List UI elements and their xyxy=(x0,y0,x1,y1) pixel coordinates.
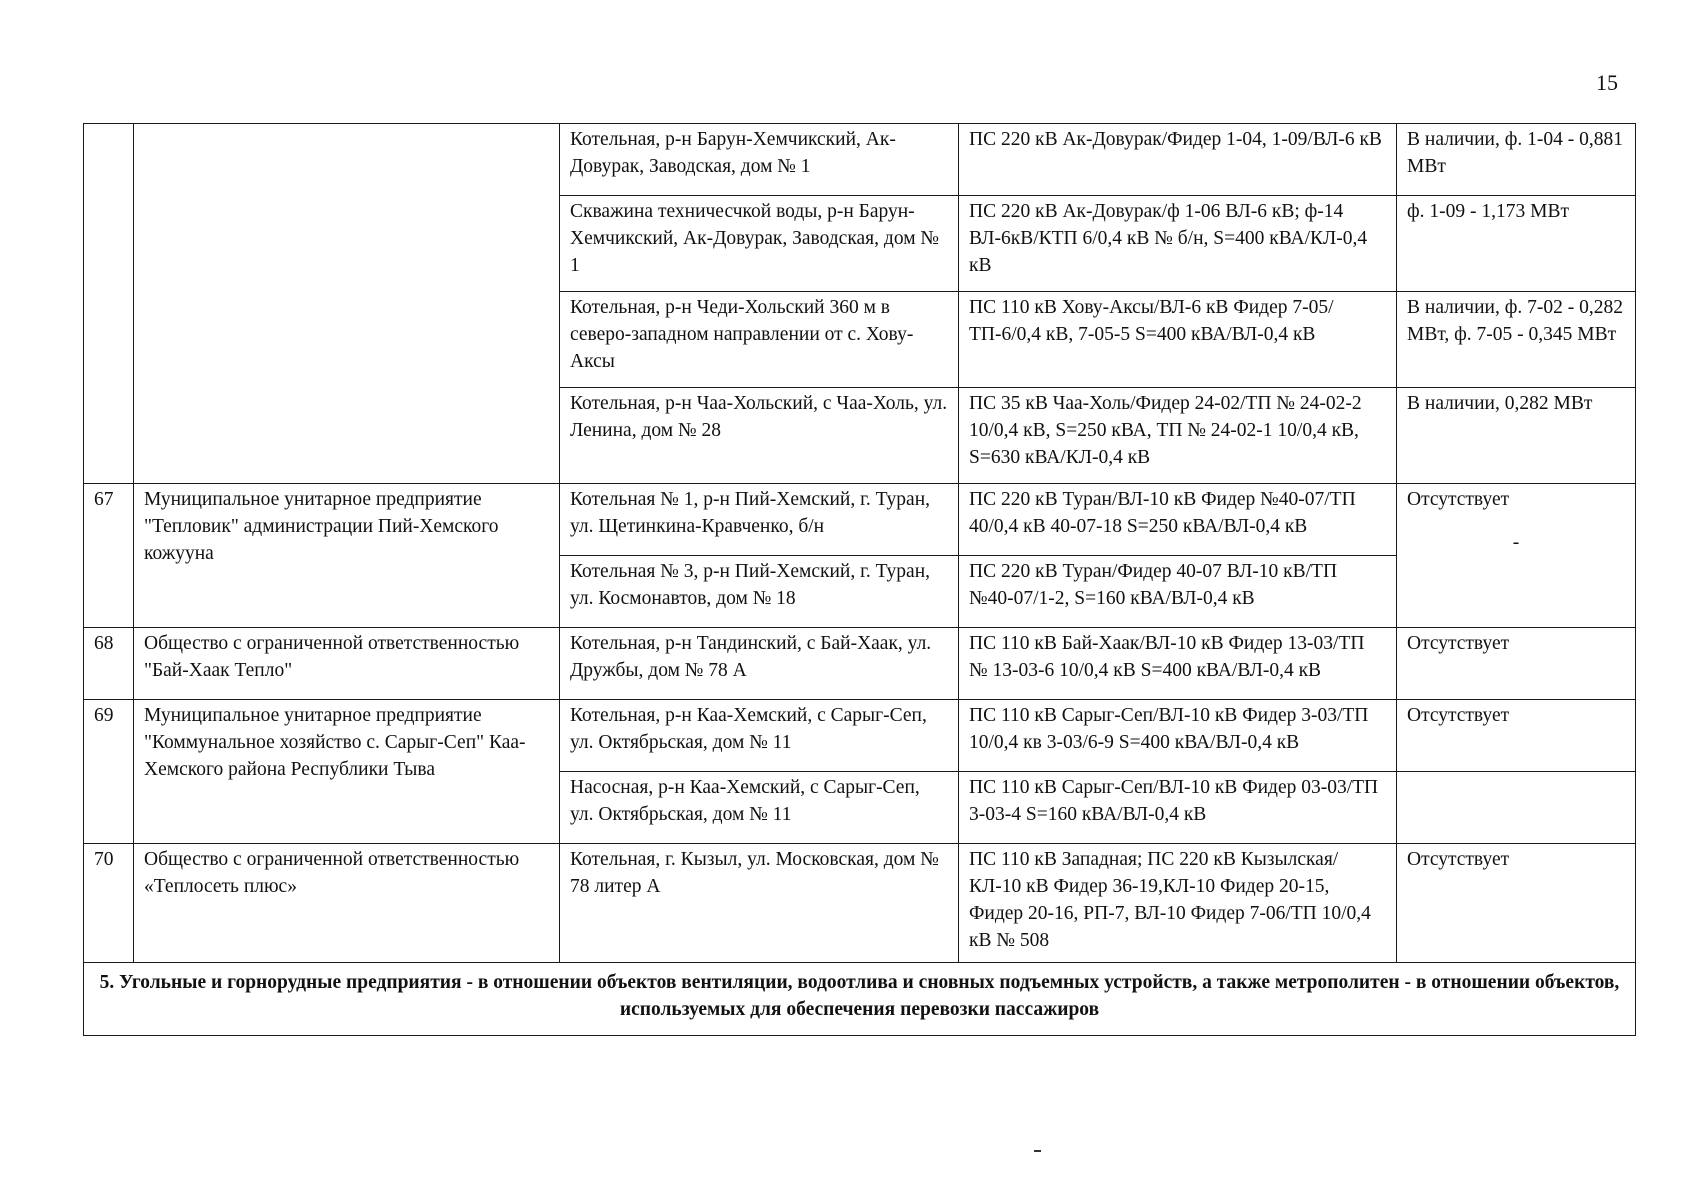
power-source-cell: ПС 110 кВ Западная; ПС 220 кВ Кызылская/КЛ-10 кВ Фидер 36-19,КЛ-10 Фидер 20-15, Фидер 20-16, РП-7, ВЛ-10 Фидер 7-06/ТП 10/0,4 кВ № 508 xyxy=(959,844,1397,963)
capacity-cell: Отсутствует xyxy=(1397,700,1636,772)
capacity-cell: В наличии, ф. 1-04 - 0,881 МВт xyxy=(1397,124,1636,196)
power-source-cell: ПС 220 кВ Туран/Фидер 40-07 ВЛ-10 кВ/ТП №40-07/1-2, S=160 кВА/ВЛ-0,4 кВ xyxy=(959,556,1397,628)
object-cell: Скважина техничесчкой воды, р-н Барун-Хемчикский, Ак-Довурак, Заводская, дом № 1 xyxy=(560,196,959,292)
power-source-cell: ПС 35 кВ Чаа-Холь/Фидер 24-02/ТП № 24-02-2 10/0,4 кВ, S=250 кВА, ТП № 24-02-1 10/0,4 кВ, S=630 кВА/КЛ-0,4 кВ xyxy=(959,388,1397,484)
object-cell: Котельная, р-н Чаа-Хольский, с Чаа-Холь, ул. Ленина, дом № 28 xyxy=(560,388,959,484)
scan-mark xyxy=(1034,1150,1041,1152)
object-cell: Котельная, г. Кызыл, ул. Московская, дом № 78 литер А xyxy=(560,844,959,963)
row-number xyxy=(84,124,134,484)
object-cell: Котельная, р-н Барун-Хемчикский, Ак-Довурак, Заводская, дом № 1 xyxy=(560,124,959,196)
object-cell: Котельная, р-н Чеди-Хольский 360 м в северо-западном направлении от с. Хову-Аксы xyxy=(560,292,959,388)
capacity-cell xyxy=(1397,484,1636,628)
capacity-value: Отсутствует xyxy=(1407,489,1510,510)
object-cell: Котельная № 3, р-н Пий-Хемский, г. Туран, ул. Космонавтов, дом № 18 xyxy=(560,556,959,628)
power-source-cell: ПС 110 кВ Бай-Хаак/ВЛ-10 кВ Фидер 13-03/ТП № 13-03-6 10/0,4 кВ S=400 кВА/ВЛ-0,4 кВ xyxy=(959,628,1397,700)
power-source-cell: ПС 220 кВ Ак-Довурак/ф 1-06 ВЛ-6 кВ; ф-14 ВЛ-6кВ/КТП 6/0,4 кВ № б/н, S=400 кВА/КЛ-0,4 кВ xyxy=(959,196,1397,292)
organization-name xyxy=(134,124,560,484)
capacity-cell: В наличии, 0,282 МВт xyxy=(1397,388,1636,484)
table-row xyxy=(84,124,1636,196)
capacity-cell: ф. 1-09 - 1,173 МВт xyxy=(1397,196,1636,292)
capacity-cell xyxy=(1397,772,1636,844)
organization-name: Общество с ограниченной ответственностью «Теплосеть плюс» xyxy=(134,844,560,963)
table-row xyxy=(84,844,1636,963)
row-number: 67 xyxy=(84,484,134,628)
object-cell: Котельная, р-н Каа-Хемский, с Сарыг-Сеп, ул. Октябрьская, дом № 11 xyxy=(560,700,959,772)
section-title: 5. Угольные и горнорудные предприятия - в отношении объектов вентиляции, водоотлива и сновных подъемных устройств, а также метрополитен - в отношении объектов, используемых для обеспечения перевозки пассажиров xyxy=(84,963,1636,1036)
row-number: 70 xyxy=(84,844,134,963)
organization-name: Муниципальное унитарное предприятие "Тепловик" администрации Пий-Хемского кожууна xyxy=(134,484,560,628)
object-cell: Насосная, р-н Каа-Хемский, с Сарыг-Сеп, ул. Октябрьская, дом № 11 xyxy=(560,772,959,844)
capacity-cell: Отсутствует xyxy=(1397,844,1636,963)
page-number: 15 xyxy=(1596,70,1618,95)
power-source-cell: ПС 110 кВ Хову-Аксы/ВЛ-6 кВ Фидер 7-05/ТП-6/0,4 кВ, 7-05-5 S=400 кВА/ВЛ-0,4 кВ xyxy=(959,292,1397,388)
organization-name: Общество с ограниченной ответственностью "Бай-Хаак Тепло" xyxy=(134,628,560,700)
table-row xyxy=(84,700,1636,772)
table-row xyxy=(84,484,1636,556)
capacity-cell: В наличии, ф. 7-02 - 0,282 МВт, ф. 7-05 - 0,345 МВт xyxy=(1397,292,1636,388)
power-source-cell: ПС 220 кВ Туран/ВЛ-10 кВ Фидер №40-07/ТП 40/0,4 кВ 40-07-18 S=250 кВА/ВЛ-0,4 кВ xyxy=(959,484,1397,556)
power-source-cell: ПС 110 кВ Сарыг-Сеп/ВЛ-10 кВ Фидер 03-03/ТП 3-03-4 S=160 кВА/ВЛ-0,4 кВ xyxy=(959,772,1397,844)
object-cell: Котельная, р-н Тандинский, с Бай-Хаак, ул. Дружбы, дом № 78 А xyxy=(560,628,959,700)
power-source-cell: ПС 220 кВ Ак-Довурак/Фидер 1-04, 1-09/ВЛ-6 кВ xyxy=(959,124,1397,196)
object-cell: Котельная № 1, р-н Пий-Хемский, г. Туран, ул. Щетинкина-Кравченко, б/н xyxy=(560,484,959,556)
table-row xyxy=(84,628,1636,700)
power-source-cell: ПС 110 кВ Сарыг-Сеп/ВЛ-10 кВ Фидер 3-03/ТП 10/0,4 кв 3-03/6-9 S=400 кВА/ВЛ-0,4 кВ xyxy=(959,700,1397,772)
row-number: 68 xyxy=(84,628,134,700)
capacity-dash: - xyxy=(1512,532,1520,553)
row-number: 69 xyxy=(84,700,134,844)
power-supply-table xyxy=(83,123,1636,1036)
capacity-cell: Отсутствует xyxy=(1397,628,1636,700)
section-row xyxy=(84,963,1636,1036)
organization-name: Муниципальное унитарное предприятие "Коммунальное хозяйство с. Сарыг-Сеп" Каа-Хемского района Республики Тыва xyxy=(134,700,560,844)
